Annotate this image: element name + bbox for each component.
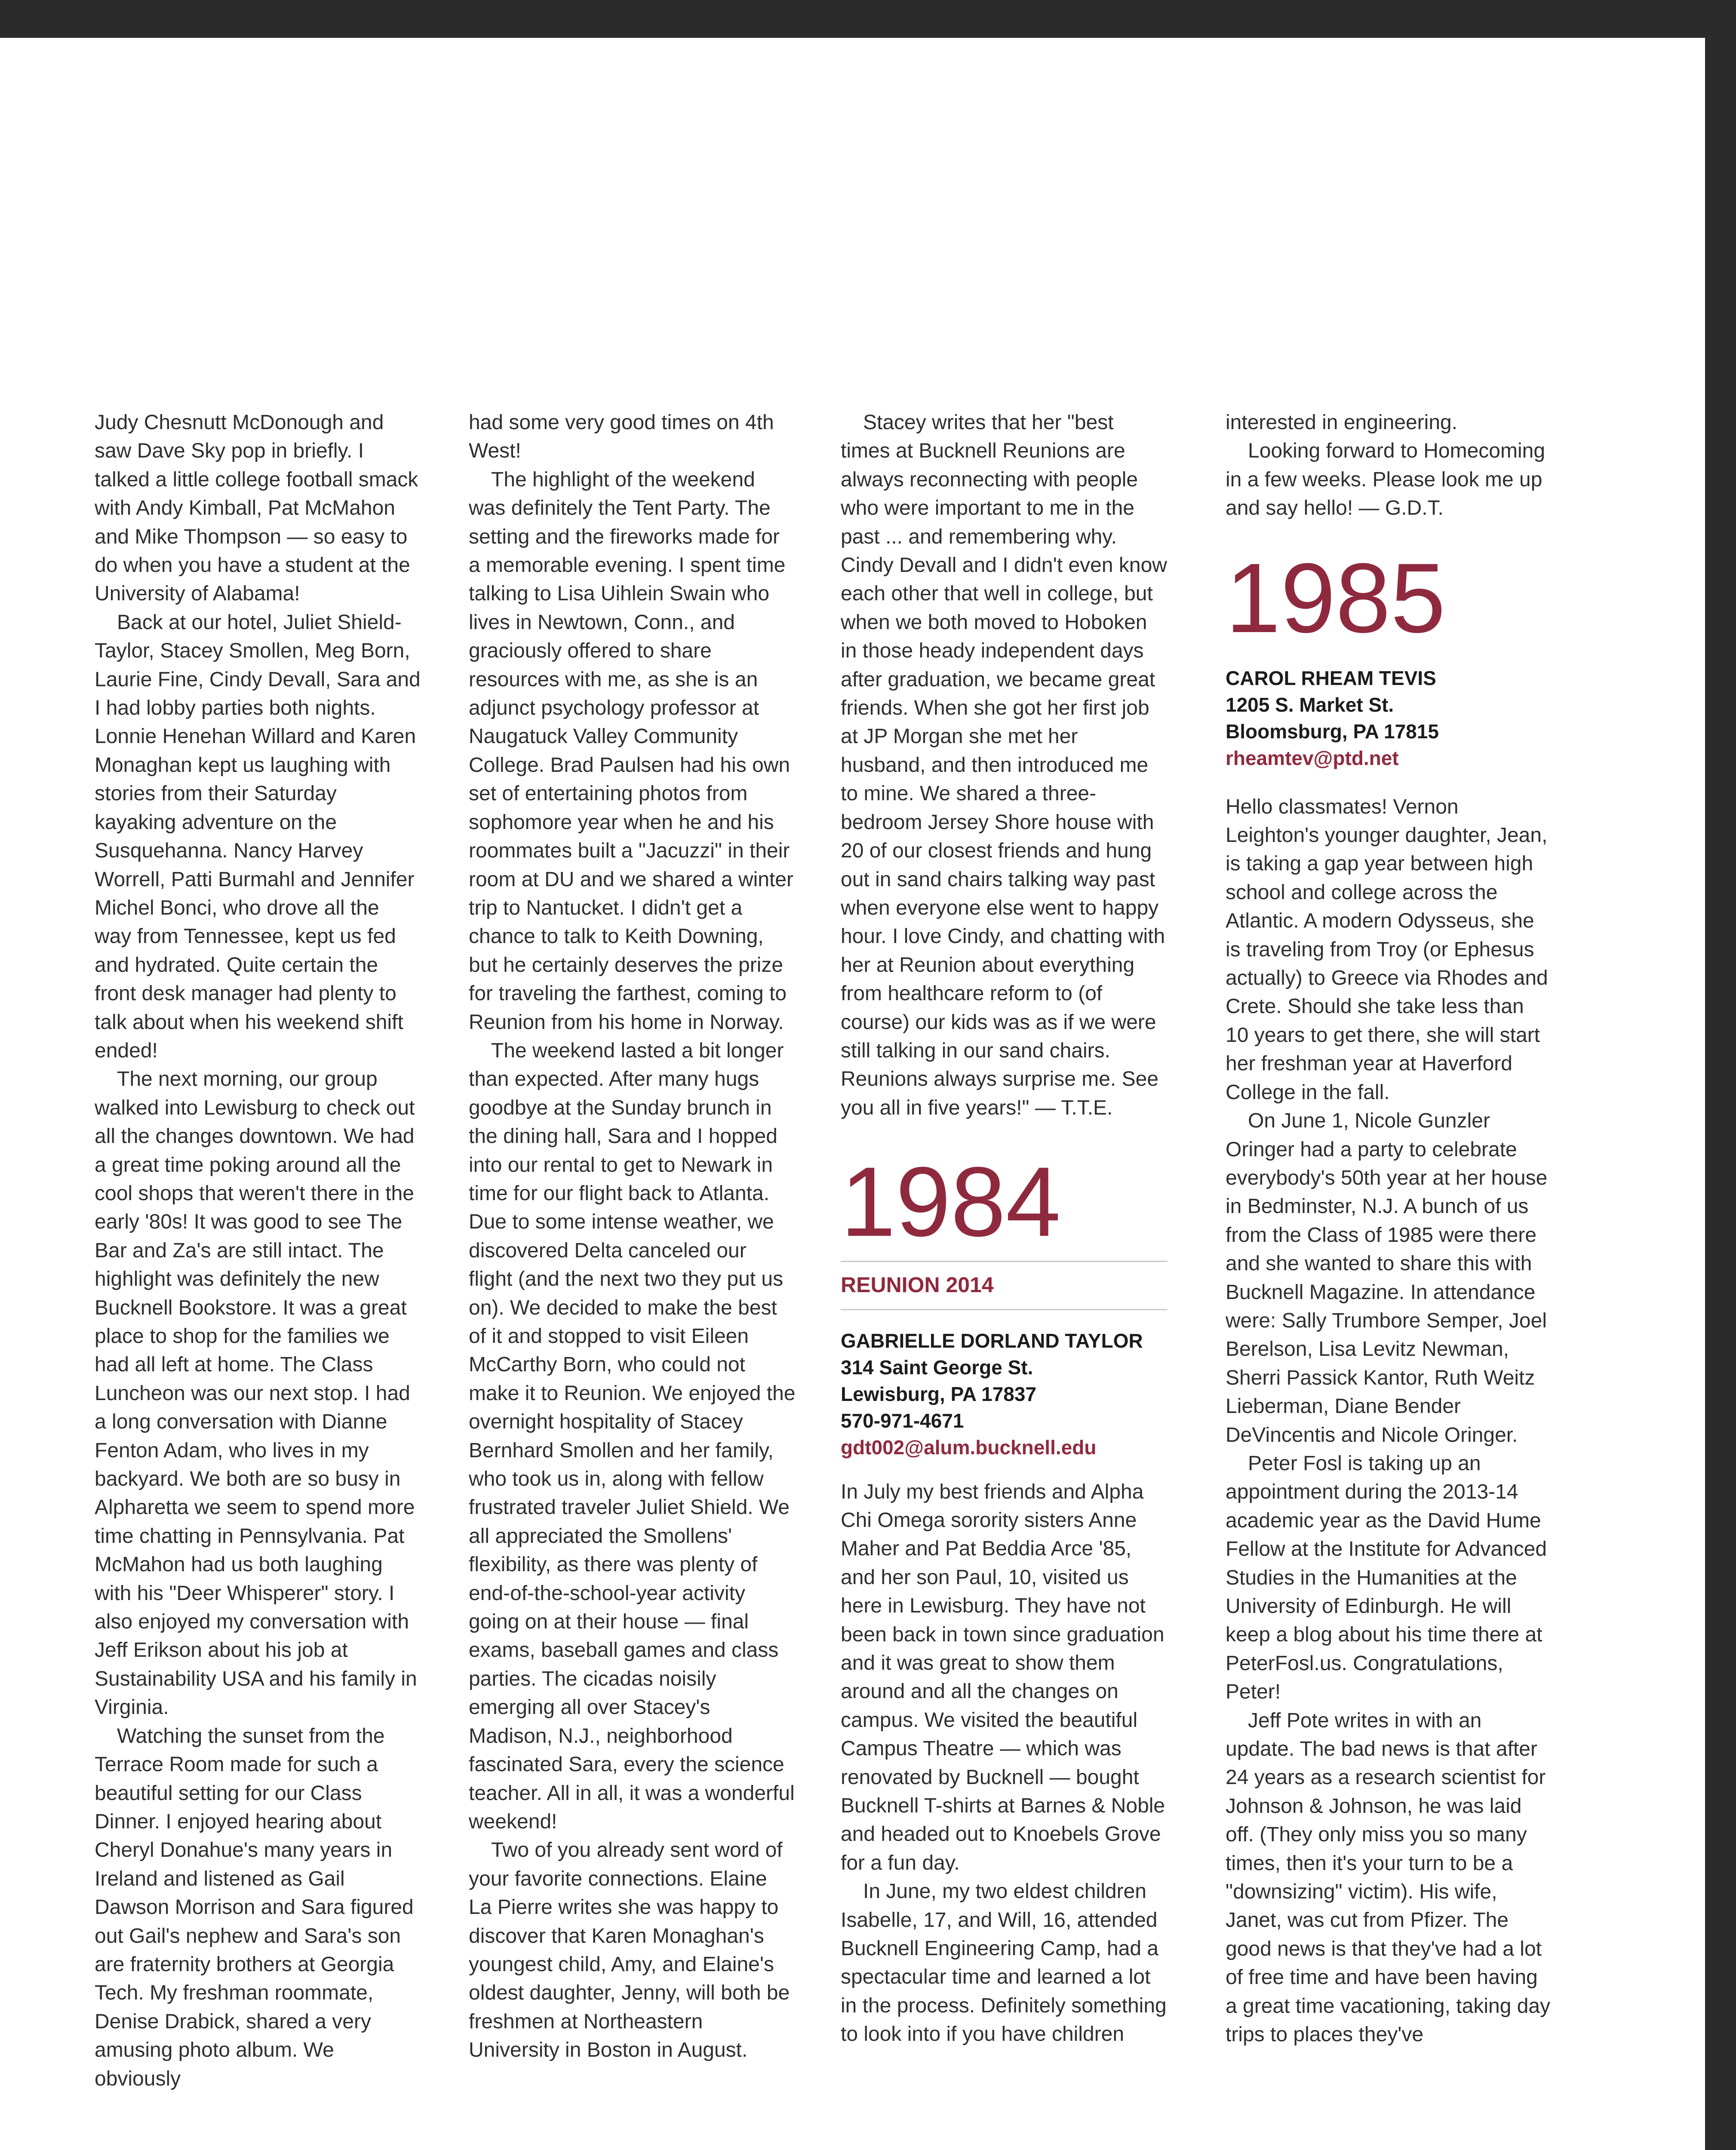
- secretary-city: Lewisburg, PA 17837: [841, 1382, 1037, 1405]
- col4-paragraph: Looking forward to Homecoming in a few weeks. Please look me up and say hello! — G.D.T.: [1226, 439, 1546, 520]
- secretary-name: GABRIELLE DORLAND TAYLOR: [841, 1329, 1143, 1352]
- col3-paragraph: Stacey writes that her "best times at Bucknell Reunions are always reconnecting with people who were important to me in the past ... and remembering why. Cindy Devall and I didn't even know each other that well in college, but when we both moved to Hoboken in those heady independent days after graduation, we became great friends. When she got her first job at JP Morgan she met her husband, and then introduced me to mine. We shared a three-bedroom Jersey Shore house with 20 of our closest friends and hung out in sand chairs talking way past when everyone else went to happy hour. I love Cindy, and chatting with her at Reunion about everything from healthcare reform to (of course) our kids was as if we were still talking in our sand chairs. Reunions always surprise me. See you all in five years!" — T.T.E.: [841, 411, 1167, 1119]
- class-year-heading: 1984: [841, 1146, 1061, 1257]
- class-year-heading: 1985: [1226, 542, 1446, 653]
- secretary-name: CAROL RHEAM TEVIS: [1226, 666, 1436, 689]
- column-2: [469, 408, 796, 2065]
- col3-paragraph: In June, my two eldest children Isabelle, 17, and Will, 16, attended Bucknell Engineering Camp, had a spectacular time and learned a lot in the process. Definitely something to look into if you have children: [841, 1880, 1167, 2046]
- col2-paragraph: had some very good times on 4th West!: [469, 411, 774, 463]
- col4-paragraph: interested in engineering.: [1226, 411, 1458, 434]
- col4-paragraph: Hello classmates! Vernon Leighton's younger daughter, Jean, is taking a gap year between high school and college across the Atlantic. A modern Odysseus, she is traveling from Troy (or Ephesus actually) to Greece via Rhodes and Crete. Should she take less than 10 years to get there, she will start her freshman year at Haverford College in the fall.: [1226, 795, 1548, 1104]
- col2-paragraph: Two of you already sent word of your favorite connections. Elaine La Pierre writes she was happy to discover that Karen Monaghan's youngest child, Amy, and Elaine's oldest daughter, Jenny, will both be freshmen at Northeastern University in Boston in August.: [469, 1839, 790, 2062]
- col1-paragraph: Watching the sunset from the Terrace Room made for such a beautiful setting for our Class Dinner. I enjoyed hearing about Cheryl Donahue's many years in Ireland and listened as Gail Dawson Morrison and Sara figured out Gail's nephew and Sara's son are fraternity brothers at Georgia Tech. My freshman roommate, Denise Drabick, shared a very amusing photo album. We obviously: [95, 1724, 414, 2090]
- col2-paragraph: The highlight of the weekend was definitely the Tent Party. The setting and the fireworks made for a memorable evening. I spent time talking to Lisa Uihlein Swain who lives in Newtown, Conn., and graciously offered to share resources with me, as she is an adjunct psychology professor at Naugatuck Valley Community College. Brad Paulsen had his own set of entertaining photos from sophomore year when he and his roommates built a "Jacuzzi" in their room at DU and we shared a winter trip to Nantucket. I didn't get a chance to talk to Keith Downing, but he certainly deserves the prize for traveling the farthest, coming to Reunion from his home in Norway.: [469, 468, 794, 1034]
- magazine-page: [0, 38, 1705, 2150]
- secretary-email-link[interactable]: rheamtev@ptd.net: [1226, 746, 1399, 769]
- col2-paragraph: The weekend lasted a bit longer than expected. After many hugs goodbye at the Sunday brunch in the dining hall, Sara and I hopped into our rental to get to Newark in time for our flight back to Atlanta. Due to some intense weather, we discovered Delta canceled our flight (and the next two they put us on). We decided to make the best of it and stopped to visit Eileen McCarthy Born, who could not make it to Reunion. We enjoyed the overnight hospitality of Stacey Bernhard Smollen and her family, who took us in, along with fellow frustrated traveler Juliet Shield. We all appreciated the Smollens' flexibility, as there was plenty of end-of-the-school-year activity going on at their house — final exams, baseball games and class parties. The cicadas noisily emerging all over Stacey's Madison, N.J., neighborhood fascinated Sara, every the science teacher. All in all, it was a wonderful weekend!: [469, 1039, 796, 1833]
- secretary-email-link[interactable]: gdt002@alum.bucknell.edu: [841, 1436, 1097, 1459]
- class-secretary-address: [841, 1327, 1168, 1461]
- secretary-street: 1205 S. Market St.: [1226, 693, 1394, 716]
- column-3: [841, 408, 1168, 2049]
- col4-paragraph: Peter Fosl is taking up an appointment during the 2013-14 academic year as the David Hume Fellow at the Institute for Advanced Studies in the Humanities at the University of Edinburgh. He will keep a blog about his time there at PeterFosl.us. Congratulations, Peter!: [1226, 1452, 1547, 1704]
- secretary-phone: 570-971-4671: [841, 1409, 964, 1432]
- col1-paragraph: Judy Chesnutt McDonough and saw Dave Sky pop in briefly. I talked a little college football smack with Andy Kimball, Pat McMahon and Mike Thompson — so easy to do when you have a student at the University of Alabama!: [95, 411, 418, 605]
- col4-paragraph: Jeff Pote writes in with an update. The bad news is that after 24 years as a research scientist for Johnson & Johnson, he was laid off. (They only miss you so many times, then it's your turn to be a "downsizing" victim). His wife, Janet, was cut from Pfizer. The good news is that they've had a lot of free time and have been having a great time vacationing, taking day trips to places they've: [1226, 1709, 1551, 2046]
- col1-paragraph: Back at our hotel, Juliet Shield-Taylor, Stacey Smollen, Meg Born, Laurie Fine, Cindy Devall, Sara and I had lobby parties both nights. Lonnie Henehan Willard and Karen Monaghan kept us laughing with stories from their Saturday kayaking adventure on the Susquehanna. Nancy Harvey Worrell, Patti Burmahl and Jennifer Michel Bonci, who drove all the way from Tennessee, kept us fed and hydrated. Quite certain the front desk manager had plenty to talk about when his weekend shift ended!: [95, 611, 421, 1062]
- class-secretary-address: [1226, 665, 1552, 771]
- col3-paragraph: In July my best friends and Alpha Chi Omega sorority sisters Anne Maher and Pat Beddia Arce '85, and her son Paul, 10, visited us here in Lewisburg. They have not been back in town since graduation and it was great to show them around and all the changes on campus. We visited the beautiful Campus Theatre — which was renovated by Bucknell — bought Bucknell T-shirts at Barnes & Noble and headed out to Knoebels Grove for a fun day.: [841, 1480, 1165, 1874]
- reunion-label: REUNION 2014: [841, 1261, 1168, 1310]
- column-4: [1226, 408, 1552, 2049]
- col1-paragraph: The next morning, our group walked into Lewisburg to check out all the changes downtown. We had a great time poking around all the cool shops that weren't there in the early '80s! It was good to see The Bar and Za's are still intact. The highlight was definitely the new Bucknell Bookstore. It was a great place to shop for the families we had all left at home. The Class Luncheon was our next stop. I had a long conversation with Dianne Fenton Adam, who lives in my backyard. We both are so busy in Alpharetta we seem to spend more time chatting in Pennsylvania. Pat McMahon had us both laughing with his "Deer Whisperer" story. I also enjoyed my conversation with Jeff Erikson about his job at Sustainability USA and his family in Virginia.: [95, 1068, 417, 1719]
- column-1: [95, 408, 421, 2093]
- col4-paragraph: On June 1, Nicole Gunzler Oringer had a party to celebrate everybody's 50th year at her house in Bedminster, N.J. A bunch of us from the Class of 1985 were there and she wanted to share this with Bucknell Magazine. In attendance were: Sally Trumbore Semper, Joel Berelson, Lisa Levitz Newman, Sherri Passick Kantor, Ruth Weitz Lieberman, Diane Bender DeVincentis and Nicole Oringer.: [1226, 1109, 1548, 1447]
- secretary-street: 314 Saint George St.: [841, 1356, 1033, 1379]
- secretary-city: Bloomsburg, PA 17815: [1226, 720, 1439, 743]
